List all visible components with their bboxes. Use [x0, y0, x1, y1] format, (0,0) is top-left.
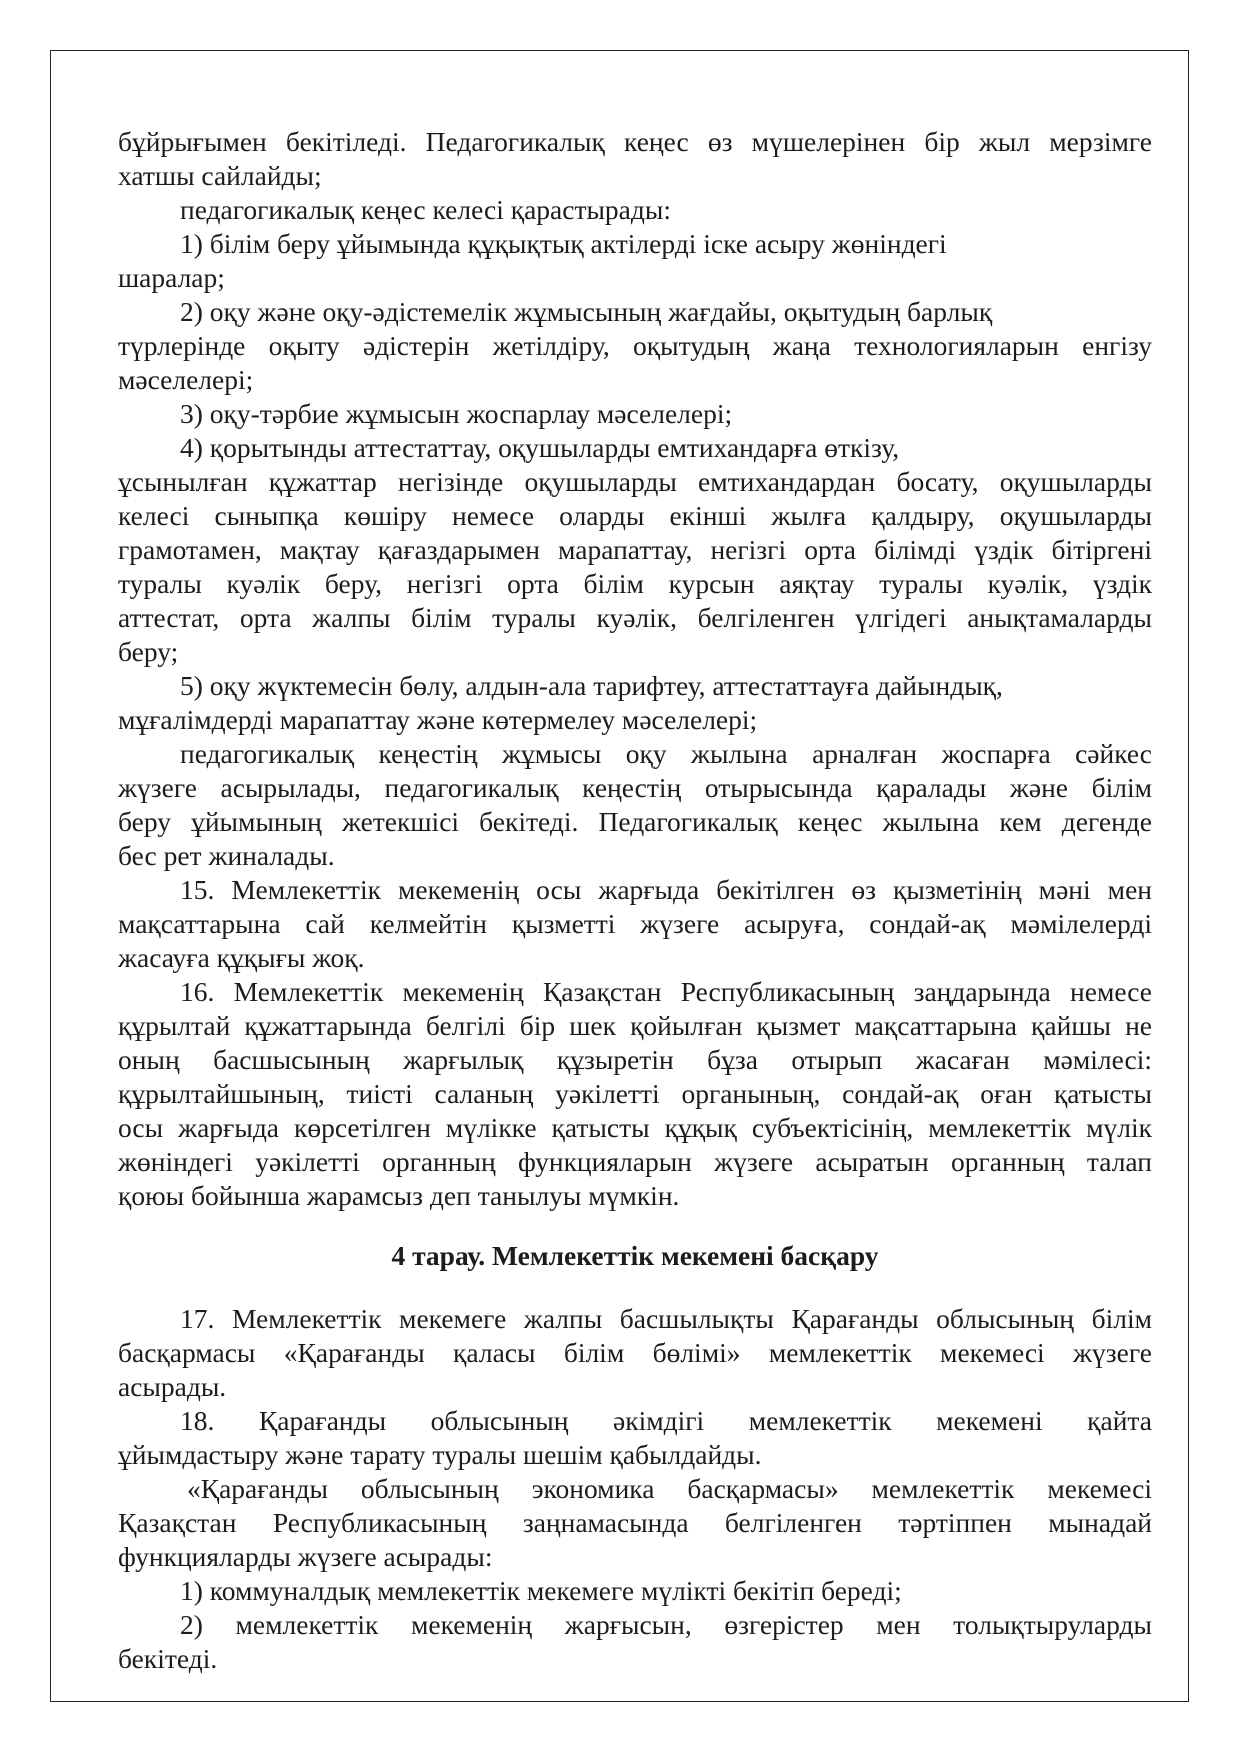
text-line: осы жарғыда көрсетілген мүлікке қатысты құқық субъектісінің, мемлекеттік мүлік — [118, 1112, 1152, 1143]
text-line: педагогикалық кеңес келесі қарастырады: — [180, 194, 671, 225]
text-line: бекітеді. — [118, 1643, 218, 1674]
text-line: келесі сыныпқа көшіру немесе оларды екінші жылға қалдыру, оқушыларды — [118, 500, 1152, 531]
text-line: мақсаттарына сай келмейтін қызметті жүзеге асыруға, сондай-ақ мәмілелерді — [118, 908, 1152, 939]
list-item-1: 1) коммуналдық мемлекеттік мекемеге мүлікті бекітіп береді; — [180, 1575, 902, 1606]
list-item-2: 2) мемлекеттік мекеменің жарғысын, өзгерістер мен толықтыруларды — [180, 1609, 1152, 1640]
text-line: ұйымдастыру және тарату туралы шешім қабылдайды. — [118, 1439, 762, 1470]
clause-17: 17. Мемлекеттік мекемеге жалпы басшылықты Қарағанды облысының білім — [180, 1303, 1152, 1334]
text-line: «Қарағанды облысының экономика басқармасы» мемлекеттік мекемесі — [187, 1473, 1152, 1504]
text-line: оның басшысының жарғылық құзыретін бұза отырып жасаған мәмілесі: — [118, 1044, 1152, 1075]
text-line: басқармасы «Қарағанды қаласы білім бөлімі» мемлекеттік мекемесі жүзеге — [118, 1337, 1152, 1368]
text-line: бес рет жиналады. — [118, 840, 335, 871]
text-line: ұсынылған құжаттар негізінде оқушыларды емтихандардан босату, оқушыларды — [118, 466, 1152, 497]
text-line: жөніндегі уәкілетті органның функцияларын жүзеге асыратын органның талап — [118, 1146, 1152, 1177]
text-line: педагогикалық кеңестің жұмысы оқу жылына арналған жоспарға сәйкес — [180, 738, 1152, 769]
section-heading: 4 тарау. Мемлекеттік мекемені басқару — [391, 1240, 879, 1271]
list-item-3: 3) оқу-тәрбие жұмысын жоспарлау мәселелері; — [180, 398, 733, 429]
list-item-1: 1) білім беру ұйымында құқықтық актілерді іске асыру жөніндегі — [180, 228, 947, 259]
text-line: беру; — [118, 636, 179, 667]
text-line: шаралар; — [118, 262, 225, 293]
text-line: аттестат, орта жалпы білім туралы куәлік, белгіленген үлгідегі анықтамаларды — [118, 602, 1152, 633]
text-line: түрлерінде оқыту әдістерін жетілдіру, оқытудың жаңа технологияларын енгізу — [118, 330, 1152, 361]
list-item-2: 2) оқу және оқу-әдістемелік жұмысының жағдайы, оқытудың барлық — [180, 296, 993, 327]
document-body — [118, 125, 1152, 1676]
text-line: грамотамен, мақтау қағаздарымен марапаттау, негізгі орта білімді үздік бітіргені — [118, 534, 1152, 565]
clause-16: 16. Мемлекеттік мекеменің Қазақстан Республикасының заңдарында немесе — [180, 976, 1152, 1007]
list-item-4: 4) қорытынды аттестаттау, оқушыларды емтихандарға өткізу, — [180, 432, 900, 463]
list-item-5: 5) оқу жүктемесін бөлу, алдын-ала тарифтеу, аттестаттауға дайындық, — [180, 670, 1003, 701]
clause-15: 15. Мемлекеттік мекеменің осы жарғыда бекітілген өз қызметінің мәні мен — [180, 874, 1152, 905]
text-line: асырады. — [118, 1371, 227, 1402]
text-line: мұғалімдерді марапаттау және көтермелеу мәселелері; — [118, 704, 758, 735]
text-line: құрылтай құжаттарында белгілі бір шек қойылған қызмет мақсаттарына қайшы не — [118, 1010, 1152, 1041]
text-line: хатшы сайлайды; — [118, 160, 322, 191]
text-line: қоюы бойынша жарамсыз деп танылуы мүмкін. — [118, 1180, 680, 1211]
text-line: бұйрығымен бекітіледі. Педагогикалық кеңес өз мүшелерінен бір жыл мерзімге — [118, 126, 1152, 157]
text-line: туралы куәлік беру, негізгі орта білім курсын аяқтау туралы куәлік, үздік — [118, 568, 1152, 599]
text-line: функцияларды жүзеге асырады: — [118, 1541, 493, 1572]
text-line: мәселелері; — [118, 364, 254, 395]
clause-18: 18. Қарағанды облысының әкімдігі мемлекеттік мекемені қайта — [180, 1405, 1152, 1436]
text-line: жүзеге асырылады, педагогикалық кеңестің отырысында қаралады және білім — [118, 772, 1152, 803]
text-line: құрылтайшының, тиісті саланың уәкілетті органының, сондай-ақ оған қатысты — [118, 1078, 1152, 1109]
text-line: жасауға құқығы жоқ. — [118, 942, 365, 973]
text-line: Қазақстан Республикасының заңнамасында белгіленген тәртіппен мынадай — [118, 1507, 1152, 1538]
text-line: беру ұйымының жетекшісі бекітеді. Педагогикалық кеңес жылына кем дегенде — [118, 806, 1152, 837]
